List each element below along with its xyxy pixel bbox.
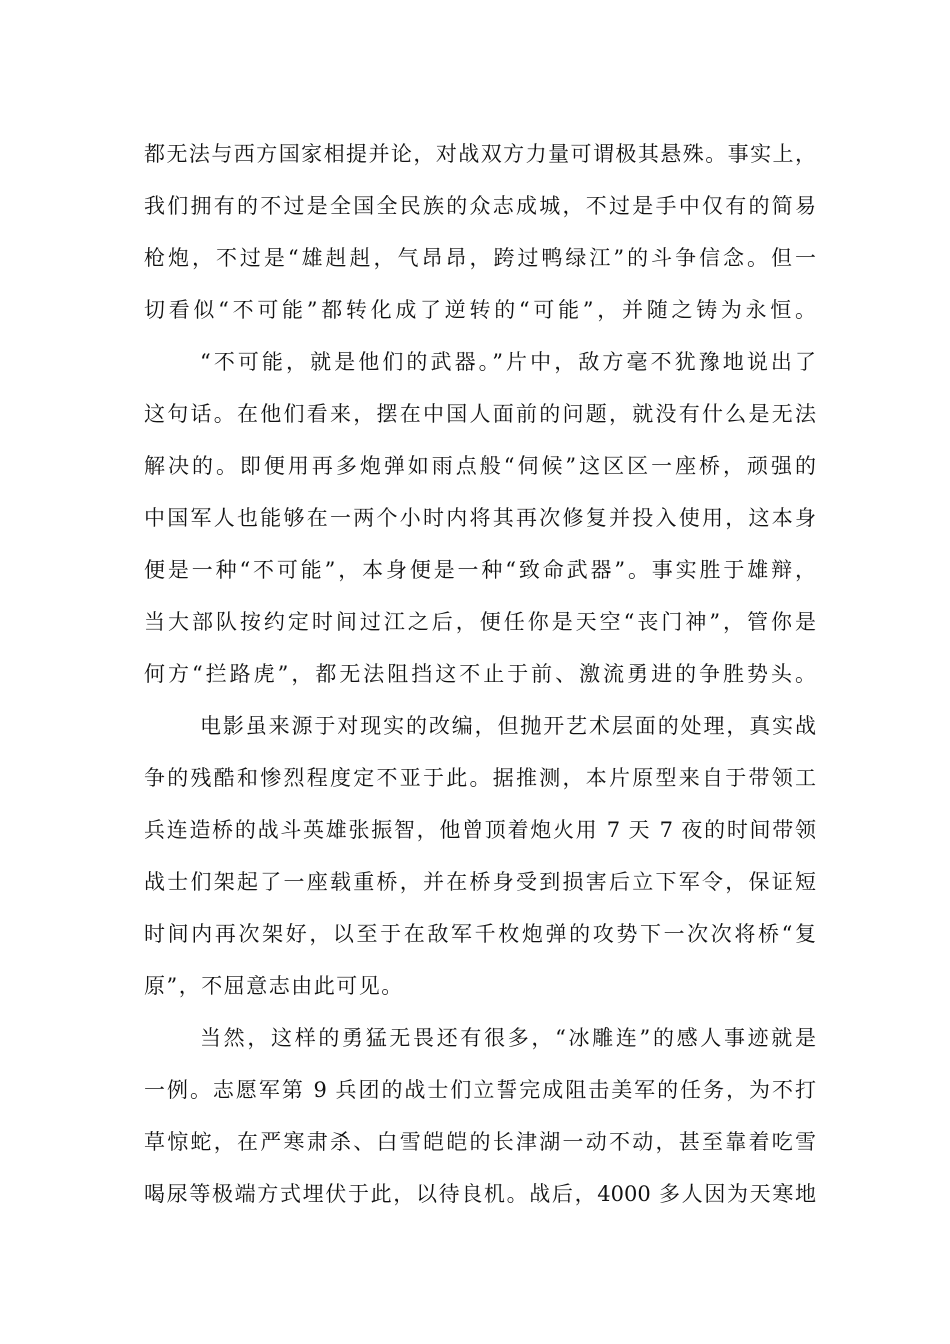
text-line: 都无法与西方国家相提并论，对战双方力量可谓极其悬殊。事实上， (144, 142, 816, 166)
text-line: 便是一种“不可能”，本身便是一种“致命武器”。事实胜于雄辩， (144, 558, 816, 582)
text-line: 这句话。在他们看来，摆在中国人面前的问题，就没有什么是无法 (144, 402, 816, 426)
body-text (144, 128, 816, 1220)
text-line: 战士们架起了一座载重桥，并在桥身受到损害后立下军令，保证短 (144, 870, 816, 894)
text-line: 我们拥有的不过是全国全民族的众志成城，不过是手中仅有的简易 (144, 194, 816, 218)
text-line: 原”，不屈意志由此可见。 (144, 974, 404, 998)
text-line: 争的残酷和惨烈程度定不亚于此。据推测，本片原型来自于带领工 (144, 766, 816, 790)
paragraph-2 (144, 336, 816, 700)
text-line: 电影虽来源于对现实的改编，但抛开艺术层面的处理，真实战 (200, 714, 816, 738)
text-line: 当大部队按约定时间过江之后，便任你是天空“丧门神”，管你是 (144, 610, 816, 634)
text-line: 中国军人也能够在一两个小时内将其再次修复并投入使用，这本身 (144, 506, 816, 530)
text-line: 解决的。即便用再多炮弹如雨点般“伺候”这区区一座桥，顽强的 (144, 454, 816, 478)
text-line: 兵连造桥的战斗英雄张振智，他曾顶着炮火用 7 天 7 夜的时间带领 (144, 818, 816, 842)
text-line: 枪炮，不过是“雄赳赳，气昂昂，跨过鸭绿江”的斗争信念。但一 (144, 246, 816, 270)
text-line: 一例。志愿军第 9 兵团的战士们立誓完成阻击美军的任务，为不打 (144, 1078, 816, 1102)
text-line: 时间内再次架好，以至于在敌军千枚炮弹的攻势下一次次将桥“复 (144, 922, 816, 946)
text-line: “不可能，就是他们的武器。”片中，敌方毫不犹豫地说出了 (200, 350, 816, 374)
text-line: 切看似“不可能”都转化成了逆转的“可能”，并随之铸为永恒。 (144, 298, 816, 322)
text-line: 草惊蛇，在严寒肃杀、白雪皑皑的长津湖一动不动，甚至靠着吃雪 (144, 1130, 816, 1154)
text-line: 何方“拦路虎”，都无法阻挡这不止于前、激流勇进的争胜势头。 (144, 662, 816, 686)
paragraph-1 (144, 128, 816, 336)
paragraph-4 (144, 1012, 816, 1220)
text-line: 当然，这样的勇猛无畏还有很多，“冰雕连”的感人事迹就是 (200, 1026, 816, 1050)
text-line: 喝尿等极端方式埋伏于此，以待良机。战后，4000 多人因为天寒地 (144, 1182, 816, 1206)
paragraph-3 (144, 700, 816, 1012)
